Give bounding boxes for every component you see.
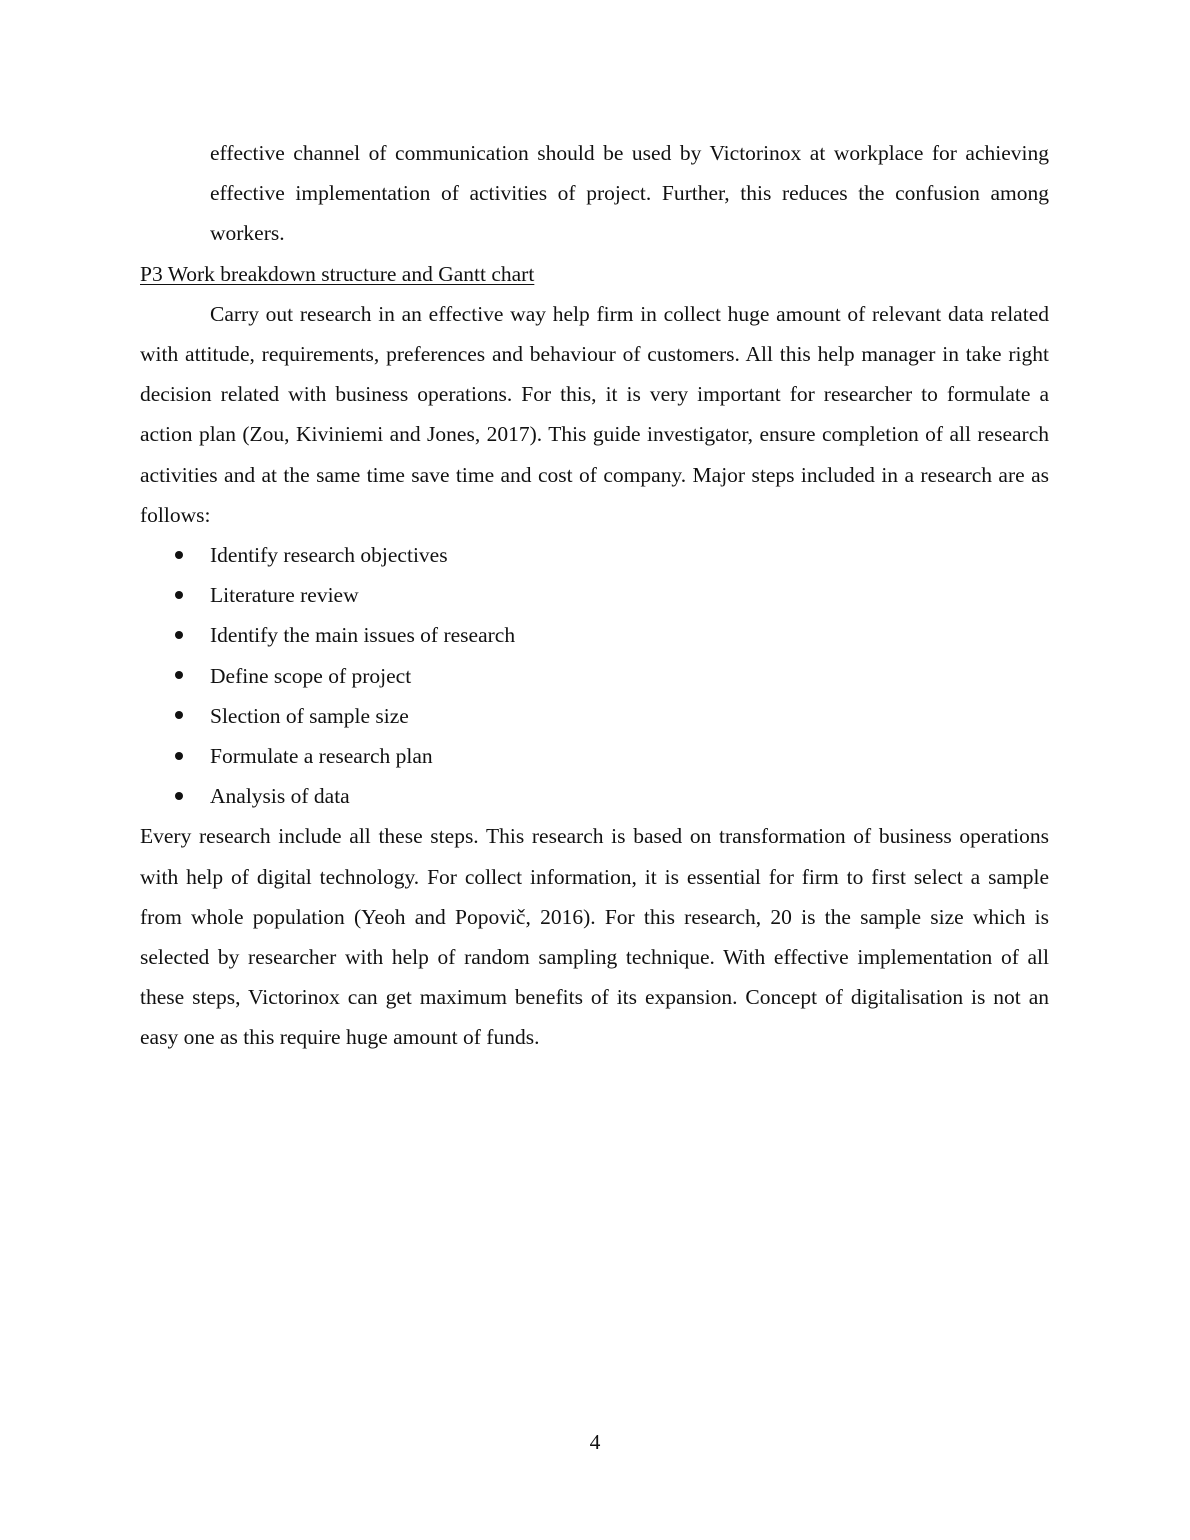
list-item-text: Identify research objectives (210, 543, 448, 568)
section-heading: P3 Work breakdown structure and Gantt chart (140, 261, 535, 286)
bullet-icon (175, 591, 183, 599)
list-item (140, 535, 1049, 575)
bullet-icon (175, 711, 183, 719)
list-item (140, 656, 1049, 696)
list-item (140, 615, 1049, 655)
list-item (140, 736, 1049, 776)
bullet-icon (175, 551, 183, 559)
page-content (140, 133, 1049, 1058)
body-paragraph-1: Carry out research in an effective way help firm in collect huge amount of relevant data related with attitude, requirements, preferences and behaviour of customers. All this help manager in take right decision related with business operations. For this, it is very important for researcher to formulate a action plan (Zou, Kiviniemi and Jones, 2017). This guide investigator, ensure completion of all research activities and at the same time save time and cost of company. Major steps included in a research are as follows: (140, 301, 1049, 527)
list-item-text: Literature review (210, 583, 359, 608)
list-item-text: Define scope of project (210, 663, 412, 688)
body-paragraph-2: Every research include all these steps. This research is based on transformation of business operations with help of digital technology. For collect information, it is essential for firm to first select a sample from whole population (Yeoh and Popovič, 2016). For this research, 20 is the sample size which is selected by researcher with help of random sampling technique. With effective implementation of all these steps, Victorinox can get maximum benefits of its expansion. Concept of digitalisation is not an easy one as this require huge amount of funds. (140, 824, 1049, 1050)
list-item (140, 575, 1049, 615)
list-item-text: Identify the main issues of research (210, 623, 516, 648)
research-steps-list (140, 535, 1049, 816)
bullet-icon (175, 752, 183, 760)
intro-paragraph: effective channel of communication should be used by Victorinox at workplace for achieving effective implementation of activities of project. Further, this reduces the confusion among workers. (210, 141, 1049, 246)
list-item-text: Slection of sample size (210, 703, 409, 728)
bullet-icon (175, 671, 183, 679)
list-item-text: Analysis of data (210, 784, 350, 809)
bullet-icon (175, 792, 183, 800)
list-item-text: Formulate a research plan (210, 744, 433, 769)
list-item (140, 776, 1049, 816)
list-item (140, 696, 1049, 736)
page-number: 4 (589, 1430, 601, 1454)
bullet-icon (175, 631, 183, 639)
